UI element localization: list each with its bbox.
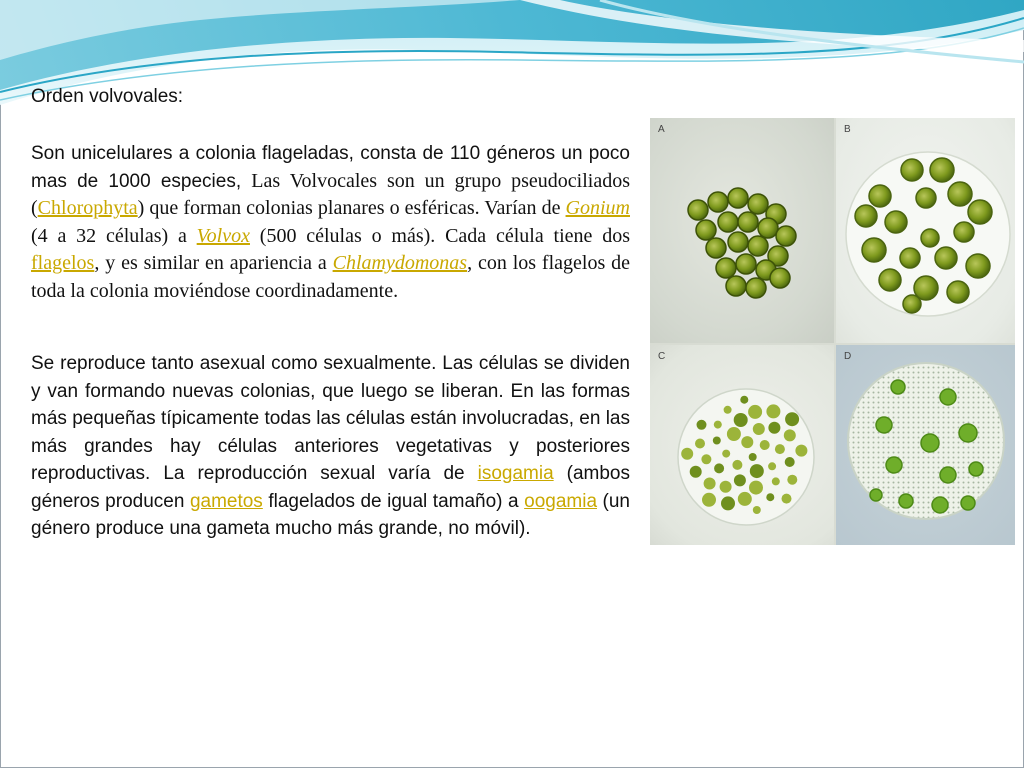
algae-cell — [862, 238, 886, 262]
algae-cell — [749, 453, 757, 461]
algae-cell — [721, 496, 735, 510]
eudorina-colony — [836, 118, 1015, 343]
algae-cell — [787, 475, 797, 485]
algae-cell — [738, 212, 758, 232]
algae-cell — [736, 254, 756, 274]
link-gonium[interactable]: Gonium — [565, 197, 630, 219]
algae-cell — [753, 423, 765, 435]
algae-cell — [947, 281, 969, 303]
algae-cell — [728, 188, 748, 208]
algae-cell — [713, 437, 721, 445]
algae-cell — [748, 194, 768, 214]
para2-text-1: Se reproduce tanto asexual como sexualmente. Las células se dividen y van formando nuevas colonias, que luego se liberan. En las formas más pequeñas típicamente todas las células están involucradas, en las más grandes hay células anteriores vegetativas y posteriores reproductivas. La reproducción sexual varía de — [31, 353, 630, 484]
algae-cell — [775, 444, 785, 454]
algae-cell — [768, 422, 780, 434]
algae-cell — [718, 212, 738, 232]
algae-cell — [935, 247, 957, 269]
algae-cell — [753, 506, 761, 514]
algae-cell — [921, 434, 939, 452]
pleodorina-colony — [650, 345, 834, 545]
algae-cell — [706, 238, 726, 258]
algae-cell — [855, 205, 877, 227]
panel-label-d: D — [844, 351, 852, 362]
algae-cell — [697, 420, 707, 430]
algae-cell — [758, 218, 778, 238]
link-gametos[interactable]: gametos — [189, 490, 263, 512]
algae-cell — [724, 406, 732, 414]
algae-cell — [716, 258, 736, 278]
algae-cell — [760, 440, 770, 450]
algae-cell — [722, 450, 730, 458]
algae-cell — [702, 493, 716, 507]
para1-text-3: ) que forman colonias planares o esféricas. Varían de — [137, 197, 566, 219]
algae-cell — [695, 439, 705, 449]
algae-cell — [704, 478, 716, 490]
algae-cell — [940, 467, 956, 483]
algae-cell — [768, 462, 776, 470]
para1-sans-text: Son unicelulares a colonia flageladas, consta de 110 géneros un poco mas de 1000 especies, — [31, 143, 630, 192]
algae-cell — [714, 421, 722, 429]
para1-text-7: , con los flagelos de toda la colonia moviéndose coordinadamente. — [31, 252, 630, 302]
algae-cell — [916, 188, 936, 208]
slide-heading: Orden volvovales: — [31, 86, 184, 107]
algae-cell — [732, 460, 742, 470]
algae-cell — [870, 489, 882, 501]
panel-label-a: A — [658, 124, 665, 135]
algae-cell — [696, 220, 716, 240]
algae-cell — [879, 269, 901, 291]
micrograph-panel-c — [650, 345, 834, 545]
algae-cell — [784, 429, 796, 441]
algae-cell — [776, 226, 796, 246]
algae-cell — [891, 380, 905, 394]
volvocales-micrograph — [650, 118, 1015, 545]
algae-cell — [869, 185, 891, 207]
micrograph-panel-b — [836, 118, 1015, 343]
para1-text-2: Las Volvocales son un grupo pseudociliados ( — [31, 169, 630, 219]
algae-cell — [782, 494, 792, 504]
micrograph-panel-d — [836, 345, 1015, 545]
algae-cell — [701, 454, 711, 464]
algae-cell — [885, 211, 907, 233]
para1-text-5: (500 células o más). Cada célula tiene dos — [249, 224, 630, 247]
algae-cell — [966, 254, 990, 278]
algae-cell — [900, 248, 920, 268]
algae-cell — [766, 493, 774, 501]
micrograph-panel-a — [650, 118, 834, 343]
algae-cell — [726, 276, 746, 296]
algae-cell — [728, 232, 748, 252]
algae-cell — [748, 236, 768, 256]
algae-cell — [766, 404, 780, 418]
algae-cell — [734, 474, 746, 486]
algae-cell — [708, 192, 728, 212]
para2-text-4: (un género produce una gameta mucho más grande, no móvil). — [31, 490, 630, 539]
volvox-colony — [836, 345, 1015, 545]
algae-cell — [876, 417, 892, 433]
panel-label-b: B — [844, 124, 851, 135]
algae-cell — [921, 229, 939, 247]
algae-cell — [795, 445, 807, 457]
para2-text-2: (ambos géneros producen — [31, 463, 630, 512]
algae-cell — [886, 457, 902, 473]
link-flagelos[interactable]: flagelos — [31, 252, 95, 274]
algae-cell — [961, 496, 975, 510]
gonium-colony — [650, 118, 834, 343]
algae-cell — [734, 413, 748, 427]
algae-cell — [785, 412, 799, 426]
paragraph-description — [31, 140, 630, 305]
algae-cell — [968, 200, 992, 224]
para1-text-6: , y es similar en apariencia a — [94, 252, 333, 274]
algae-cell — [748, 405, 762, 419]
link-oogamia[interactable]: oogamia — [524, 490, 598, 512]
algae-cell — [741, 436, 753, 448]
algae-cell — [954, 222, 974, 242]
algae-cell — [750, 464, 764, 478]
para1-text-4: (4 a 32 células) a — [31, 224, 197, 247]
algae-cell — [785, 457, 795, 467]
link-chlorophyta[interactable]: Chlorophyta — [37, 197, 138, 219]
algae-cell — [772, 477, 780, 485]
algae-cell — [959, 424, 977, 442]
link-chlamydomonas[interactable]: Chlamydomonas — [332, 252, 468, 274]
algae-cell — [930, 158, 954, 182]
algae-cell — [720, 481, 732, 493]
algae-cell — [940, 389, 956, 405]
algae-cell — [969, 462, 983, 476]
algae-cell — [899, 494, 913, 508]
header-wave-decoration — [0, 0, 1024, 130]
paragraph-reproduction — [31, 350, 630, 543]
algae-cell — [901, 159, 923, 181]
para2-text-3: flagelados de igual tamaño) a — [262, 490, 525, 512]
algae-cell — [932, 497, 948, 513]
algae-cell — [714, 463, 724, 473]
algae-cell — [727, 427, 741, 441]
algae-cell — [749, 481, 763, 495]
algae-cell — [740, 396, 748, 404]
link-volvox[interactable]: Volvox — [196, 224, 250, 247]
algae-cell — [690, 466, 702, 478]
link-isogamia[interactable]: isogamia — [477, 463, 554, 484]
algae-cell — [738, 492, 752, 506]
algae-cell — [770, 268, 790, 288]
algae-cell — [688, 200, 708, 220]
algae-cell — [948, 182, 972, 206]
algae-cell — [681, 448, 693, 460]
algae-cell — [746, 278, 766, 298]
panel-label-c: C — [658, 351, 666, 362]
algae-cell — [903, 295, 921, 313]
